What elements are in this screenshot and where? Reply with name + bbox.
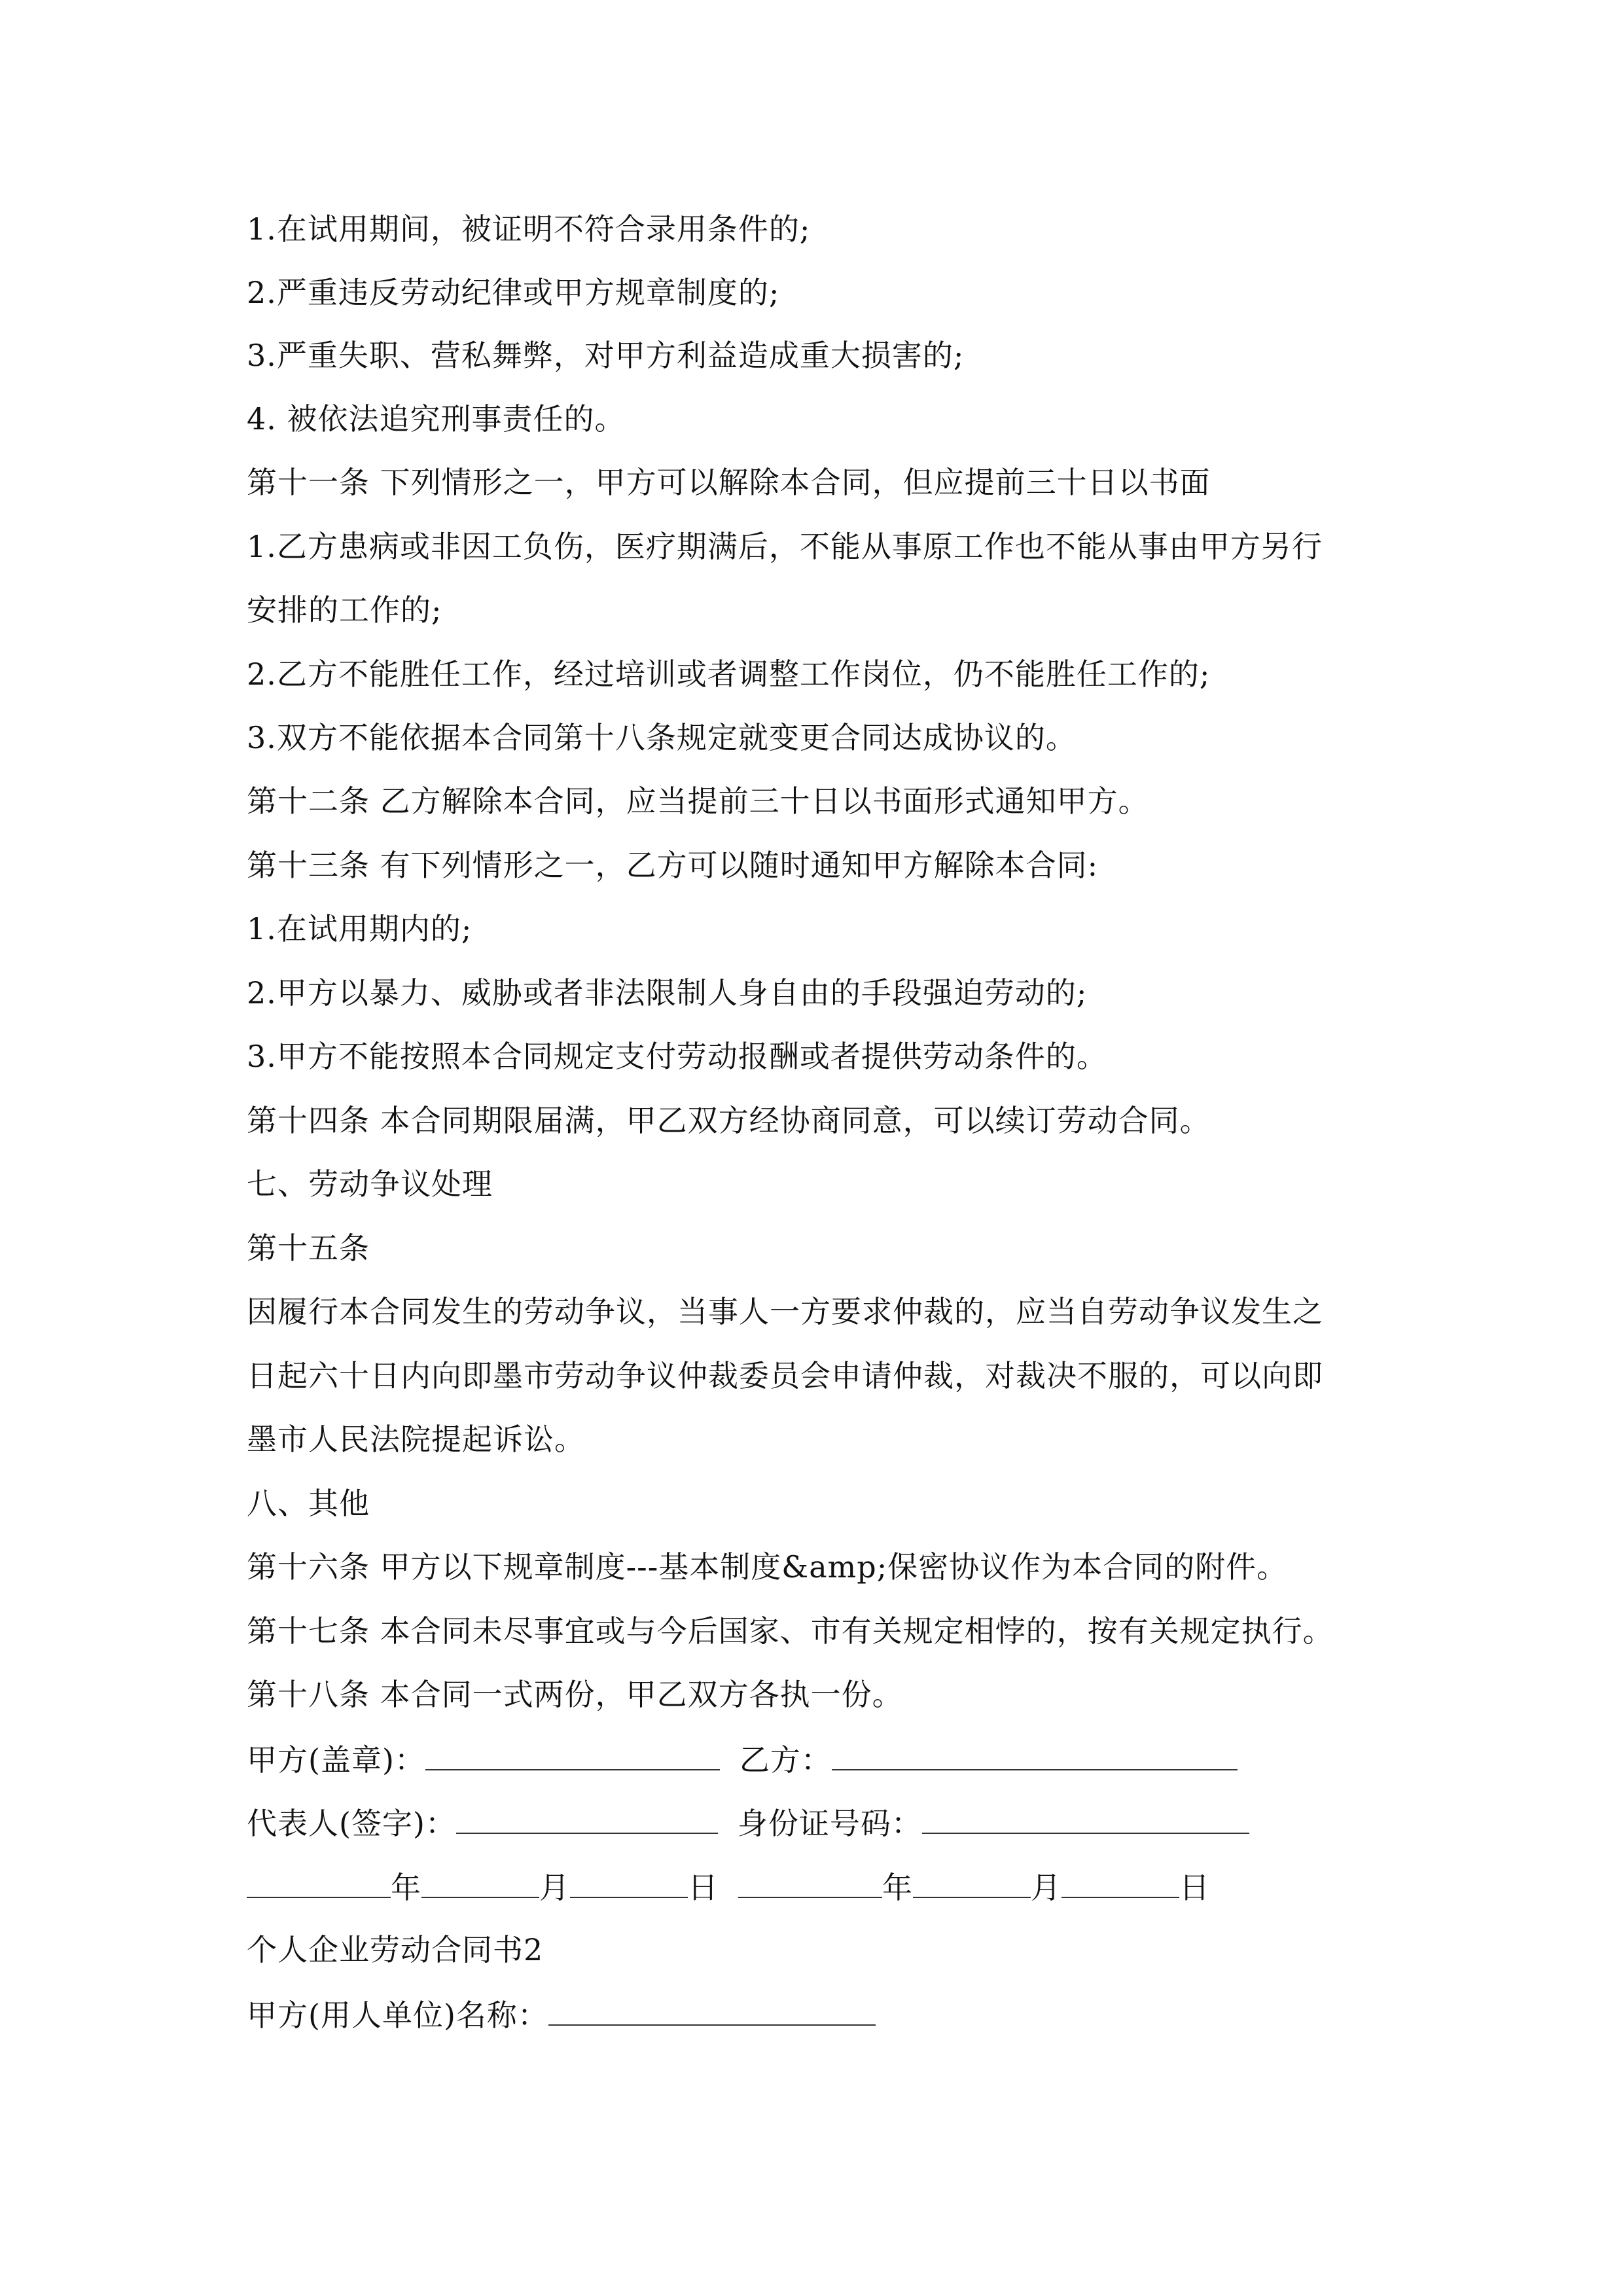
signature-row-2: [247, 1803, 1492, 1843]
text-line: 墨市人民法院提起诉讼。: [247, 1422, 585, 1457]
year-field-b[interactable]: [738, 1867, 882, 1898]
representative-label: 代表人(签字)：: [247, 1806, 456, 1841]
year-label: 年: [391, 1870, 421, 1905]
id-number-field[interactable]: [922, 1803, 1249, 1834]
text-line: 2.乙方不能胜任工作，经过培训或者调整工作岗位，仍不能胜任工作的;: [247, 656, 1211, 692]
year-label: 年: [882, 1870, 913, 1905]
text-line: 1.乙方患病或非因工负伤，医疗期满后，不能从事原工作也不能从事由甲方另行: [247, 529, 1323, 564]
id-number-label: 身份证号码：: [737, 1806, 922, 1841]
text-line: 日起六十日内向即墨市劳动争议仲裁委员会申请仲裁，对裁决不服的，可以向即: [247, 1358, 1323, 1393]
representative-field[interactable]: [456, 1803, 718, 1834]
day-field-a[interactable]: [570, 1867, 688, 1898]
text-line: 1.在试用期内的;: [247, 911, 473, 946]
text-line: 3.双方不能依据本合同第十八条规定就变更合同达成协议的。: [247, 720, 1077, 755]
party-b-label: 乙方：: [739, 1742, 832, 1778]
text-line: 第十四条 本合同期限届满，甲乙双方经协商同意，可以续订劳动合同。: [247, 1103, 1211, 1138]
text-line: 第十一条 下列情形之一，甲方可以解除本合同，但应提前三十日以书面: [247, 465, 1211, 500]
month-field-a[interactable]: [421, 1867, 539, 1898]
day-label: 日: [688, 1870, 719, 1905]
text-line: 第十二条 乙方解除本合同，应当提前三十日以书面形式通知甲方。: [247, 783, 1149, 819]
employer-row: [247, 1994, 1492, 2035]
text-line: 第十七条 本合同未尽事宜或与今后国家、市有关规定相悖的，按有关规定执行。: [247, 1613, 1334, 1649]
day-label: 日: [1179, 1870, 1210, 1905]
month-field-b[interactable]: [913, 1867, 1031, 1898]
text-line: 3.甲方不能按照本合同规定支付劳动报酬或者提供劳动条件的。: [247, 1039, 1107, 1074]
text-line: 第十八条 本合同一式两份，甲乙双方各执一份。: [247, 1677, 903, 1712]
party-a-label: 甲方(盖章)：: [247, 1742, 425, 1778]
month-label: 月: [539, 1870, 570, 1905]
text-line: 3.严重失职、营私舞弊，对甲方利益造成重大损害的;: [247, 338, 965, 373]
section-heading: 八、其他: [247, 1486, 370, 1521]
signature-row-1: [247, 1739, 1492, 1780]
day-field-b[interactable]: [1061, 1867, 1179, 1898]
text-line: 2.严重违反劳动纪律或甲方规章制度的;: [247, 275, 780, 310]
text-line: 因履行本合同发生的劳动争议，当事人一方要求仲裁的，应当自劳动争议发生之: [247, 1294, 1323, 1329]
year-field-a[interactable]: [247, 1867, 391, 1898]
month-label: 月: [1031, 1870, 1061, 1905]
text-line: 第十三条 有下列情形之一，乙方可以随时通知甲方解除本合同:: [247, 848, 1099, 883]
text-line: 1.在试用期间，被证明不符合录用条件的;: [247, 211, 811, 247]
text-line: 2.甲方以暴力、威胁或者非法限制人身自由的手段强迫劳动的;: [247, 975, 1088, 1011]
text-line: 安排的工作的;: [247, 592, 442, 628]
text-line: 第十五条: [247, 1230, 370, 1266]
section-heading: 七、劳动争议处理: [247, 1166, 493, 1202]
text-line: 第十六条 甲方以下规章制度---基本制度&amp;保密协议作为本合同的附件。: [247, 1549, 1288, 1585]
text-line: 4. 被依法追究刑事责任的。: [247, 401, 626, 437]
date-row: [247, 1867, 1492, 1907]
employer-label: 甲方(用人单位)名称：: [247, 1998, 548, 2033]
party-b-field[interactable]: [832, 1739, 1238, 1770]
party-a-field[interactable]: [425, 1739, 720, 1770]
employer-field[interactable]: [548, 1994, 876, 2026]
contract-title: 个人企业劳动合同书2: [247, 1932, 544, 1967]
